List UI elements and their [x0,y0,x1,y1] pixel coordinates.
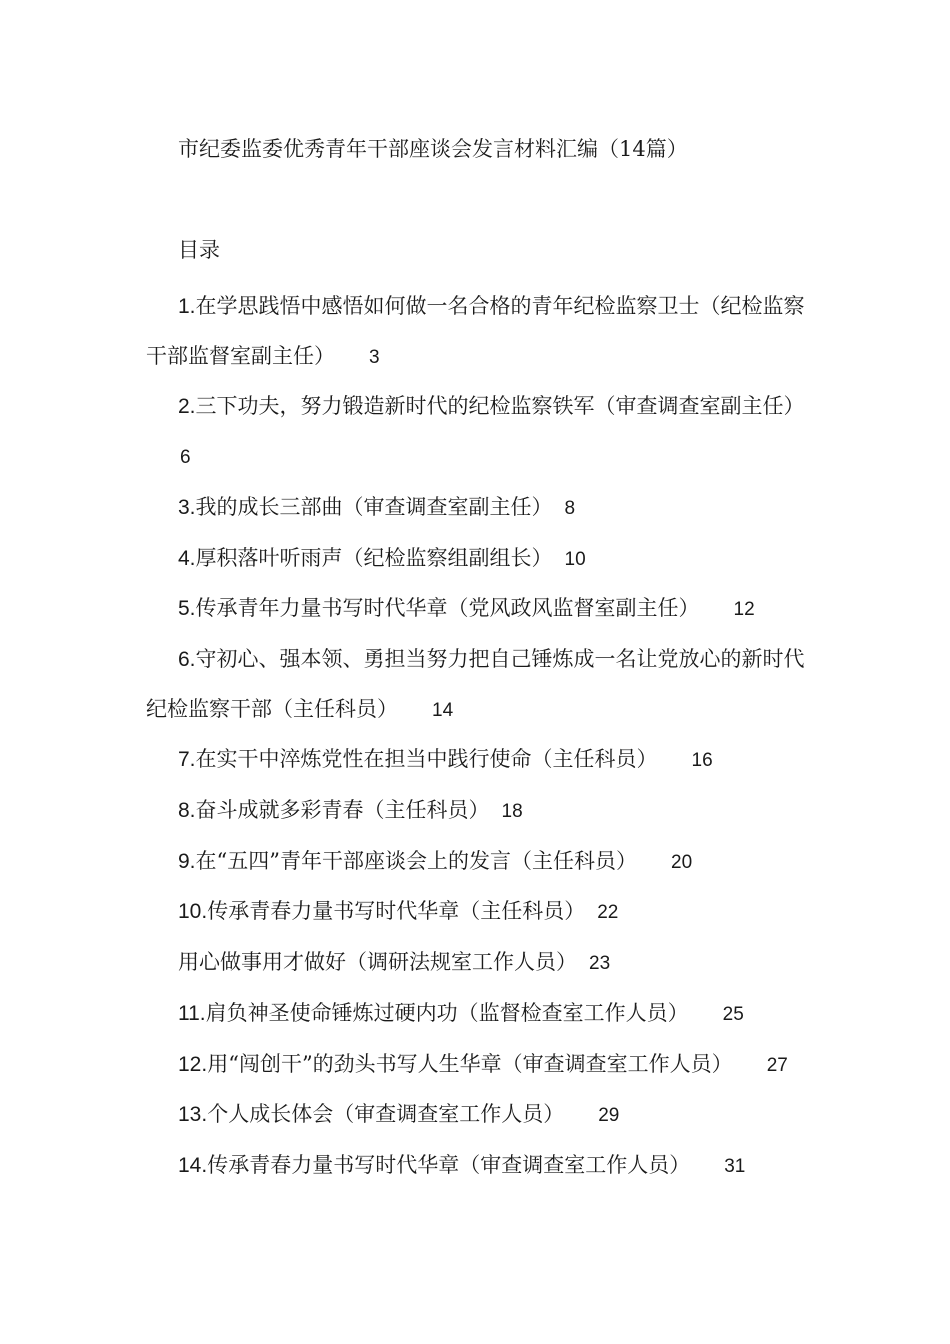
toc-entry-number: 11. [178,1001,206,1025]
toc-entry-number: 5. [178,597,196,621]
toc-entry [146,1090,810,1141]
toc-entry [146,534,810,585]
toc-entry-page: 31 [724,1155,746,1177]
toc-entry-number: 12. [178,1052,208,1076]
toc-entry-number: 7. [178,748,196,772]
toc-entry-number: 3. [178,495,196,519]
toc-entry [146,989,810,1040]
toc-entry-page: 12 [733,599,755,621]
toc-entry-page: 16 [691,750,713,772]
toc-entry [146,635,810,735]
toc-entry-title: 奋斗成就多彩青春（主任科员） [195,798,490,823]
toc-entry-number: 9. [178,849,196,873]
toc-entry [146,483,810,534]
toc-entry-number: 6. [178,647,196,671]
toc-entry-title: 传承青春力量书写时代华章（审查调查室工作人员） [207,1152,691,1177]
toc-entry-page: 14 [432,699,454,721]
toc-entry [146,1040,810,1091]
toc-entry [146,282,810,382]
toc-entry-page: 25 [722,1003,744,1025]
toc-entry-title: 三下功夫，努力锻造新时代的纪检监察铁军（审查调查室副主任） [195,394,805,419]
toc-entry-title: 传承青年力量书写时代华章（党风政风监督室副主任） [195,596,700,621]
toc-entry-page: 3 [369,346,380,368]
toc-entry-number: 13. [178,1103,208,1127]
toc-entry-title: 我的成长三部曲（审查调查室副主任） [195,494,553,519]
toc-entry-number: 14. [178,1153,208,1177]
toc-entry-title: 在“五四”青年干部座谈会上的发言（主任科员） [195,848,637,873]
toc-entry-page: 10 [564,548,586,570]
toc-entry [146,938,810,989]
toc-entry-number: 1. [178,295,196,318]
table-of-contents [146,282,810,1192]
toc-heading: 目录 [178,238,220,262]
toc-entry-page: 29 [598,1105,620,1127]
toc-entry-title: 个人成长体会（审查调查室工作人员） [207,1102,565,1127]
toc-entry [146,584,810,635]
toc-entry [146,382,810,482]
toc-entry-title: 在实干中淬炼党性在担当中践行使命（主任科员） [195,747,658,772]
toc-entry-title: 在学思践悟中感悟如何做一名合格的青年纪检监察卫士（纪检监察干部监督室副主任） [146,294,805,368]
toc-entry-page: 22 [597,902,619,924]
toc-entry-title: 肩负神圣使命锤炼过硬内功（监督检查室工作人员） [205,1000,689,1025]
toc-entry-page: 18 [501,801,523,823]
toc-entry [146,786,810,837]
toc-entry [146,837,810,888]
toc-entry-page: 23 [589,953,611,975]
toc-entry-page: 8 [564,497,576,519]
document-title: 市纪委监委优秀青年干部座谈会发言材料汇编（14篇） [178,137,688,161]
toc-entry-number: 2. [178,395,196,419]
toc-entry-title: 守初心、强本领、勇担当努力把自己锤炼成一名让党放心的新时代纪检监察干部（主任科员） [146,646,805,721]
toc-entry-number: 10. [178,900,208,924]
toc-entry [146,887,810,938]
toc-entry-number: 8. [178,799,196,823]
toc-entry-page: 27 [766,1054,788,1076]
toc-entry-title: 用“闯创干”的劲头书写人生华章（审查调查室工作人员） [207,1051,733,1076]
toc-entry-page: 6 [180,447,191,469]
toc-entry-page: 20 [671,851,693,873]
toc-entry-title: 厚积落叶听雨声（纪检监察组副组长） [195,545,553,570]
toc-entry [146,1141,810,1192]
toc-entry-number: 4. [178,546,196,570]
toc-entry-title: 用心做事用才做好（调研法规室工作人员） [178,950,577,975]
toc-entry [146,735,810,786]
toc-entry-title: 传承青春力量书写时代华章（主任科员） [207,899,586,924]
